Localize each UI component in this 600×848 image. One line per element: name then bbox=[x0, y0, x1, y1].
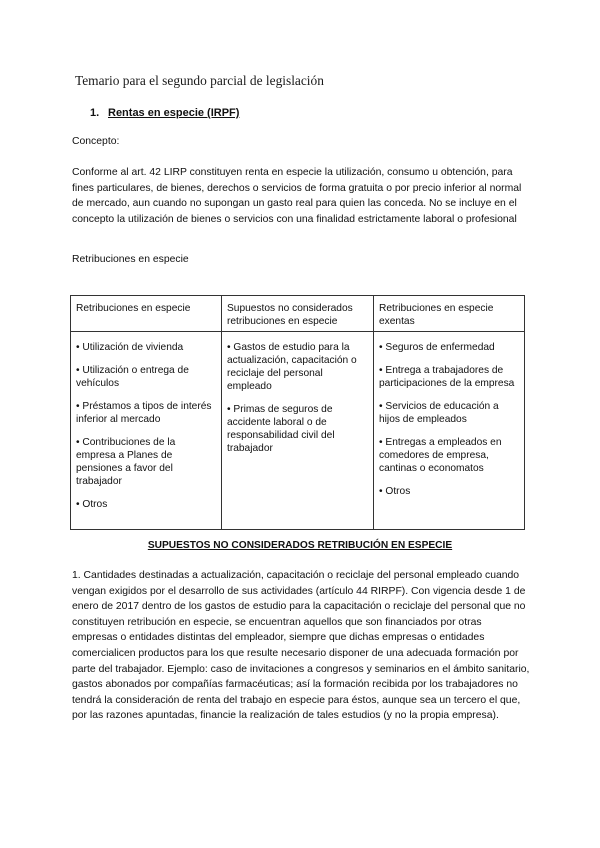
concepto-paragraph: Conforme al art. 42 LIRP constituyen renta en especie la utilización, consumo u obtención, para fines particulares, de bienes, derechos o servicios de forma gratuita o por precio inferior al normal de mercado, aun cuando no supongan un gasto real para quien las conceda. No se incluye en el concepto la utilización de bienes o servicios con una finalidad estrictamente laboral o profesional bbox=[72, 167, 522, 225]
table-body-row bbox=[71, 332, 525, 530]
document-title: Temario para el segundo parcial de legislación bbox=[75, 73, 324, 88]
list-item: • Préstamos a tipos de interés inferior al mercado bbox=[76, 401, 212, 425]
table-cell-retribuciones bbox=[71, 332, 222, 530]
concepto-label: Concepto: bbox=[72, 136, 120, 147]
table-header-row bbox=[71, 296, 525, 332]
section-paragraph: 1. Cantidades destinadas a actualización, capacitación o reciclaje del personal empleado cuando vengan exigidos por el desarrollo de sus actividades (artículo 44 RIRPF). Con vigencia desde 1 de enero de 2017 dentro de los gastos de estudio para la capacitación o reciclaje del personal que no constituyen retribución en especie, se encuentran aquellos que son financiados por otras empresas o entidades distintas del empleador, siempre que dichas empresas o entidades comercialicen productos para los que resulte necesario disponer de una adecuada formación por parte del trabajador. Ejemplo: caso de invitaciones a congresos y seminarios en el ámbito sanitario, gastos abonados por compañías farmacéuticas; así la formación recibida por los trabajadores no tendrá la consideración de renta del trabajo en especie para éstos, aunque sea un tercero el que, por las razones apuntadas, financie la realización de tales estudios (y no la propia empresa). bbox=[72, 570, 530, 722]
table-cell-supuestos bbox=[222, 332, 374, 530]
list-item: • Gastos de estudio para la actualización, capacitación o reciclaje del personal empleado bbox=[227, 342, 357, 392]
list-item: • Utilización de vivienda bbox=[76, 342, 184, 353]
table-header-cell: Supuestos no considerados retribuciones en especie bbox=[222, 296, 374, 332]
section-heading bbox=[90, 107, 239, 119]
heading-text: Rentas en especie (IRPF) bbox=[108, 107, 240, 119]
list-item: • Seguros de enfermedad bbox=[379, 342, 495, 353]
list-item: • Otros bbox=[76, 499, 108, 510]
table-header-cell: Retribuciones en especie exentas bbox=[374, 296, 525, 332]
list-item: • Utilización o entrega de vehículos bbox=[76, 365, 189, 389]
retribuciones-label: Retribuciones en especie bbox=[72, 254, 189, 265]
table-header-cell: Retribuciones en especie bbox=[71, 296, 222, 332]
heading-number: 1. bbox=[90, 107, 100, 119]
list-item: • Primas de seguros de accidente laboral o de responsabilidad civil del trabajador bbox=[227, 404, 335, 454]
list-item: • Servicios de educación a hijos de empleados bbox=[379, 401, 499, 425]
list-item: • Otros bbox=[379, 486, 411, 497]
table-cell-exentas bbox=[374, 332, 525, 530]
list-item: • Contribuciones de la empresa a Planes de pensiones a favor del trabajador bbox=[76, 437, 176, 487]
retribuciones-table bbox=[70, 295, 525, 530]
list-item: • Entrega a trabajadores de participaciones de la empresa bbox=[379, 365, 515, 389]
section-title: SUPUESTOS NO CONSIDERADOS RETRIBUCIÓN EN ESPECIE bbox=[147, 540, 453, 551]
list-item: • Entregas a empleados en comedores de empresa, cantinas o economatos bbox=[379, 437, 502, 474]
